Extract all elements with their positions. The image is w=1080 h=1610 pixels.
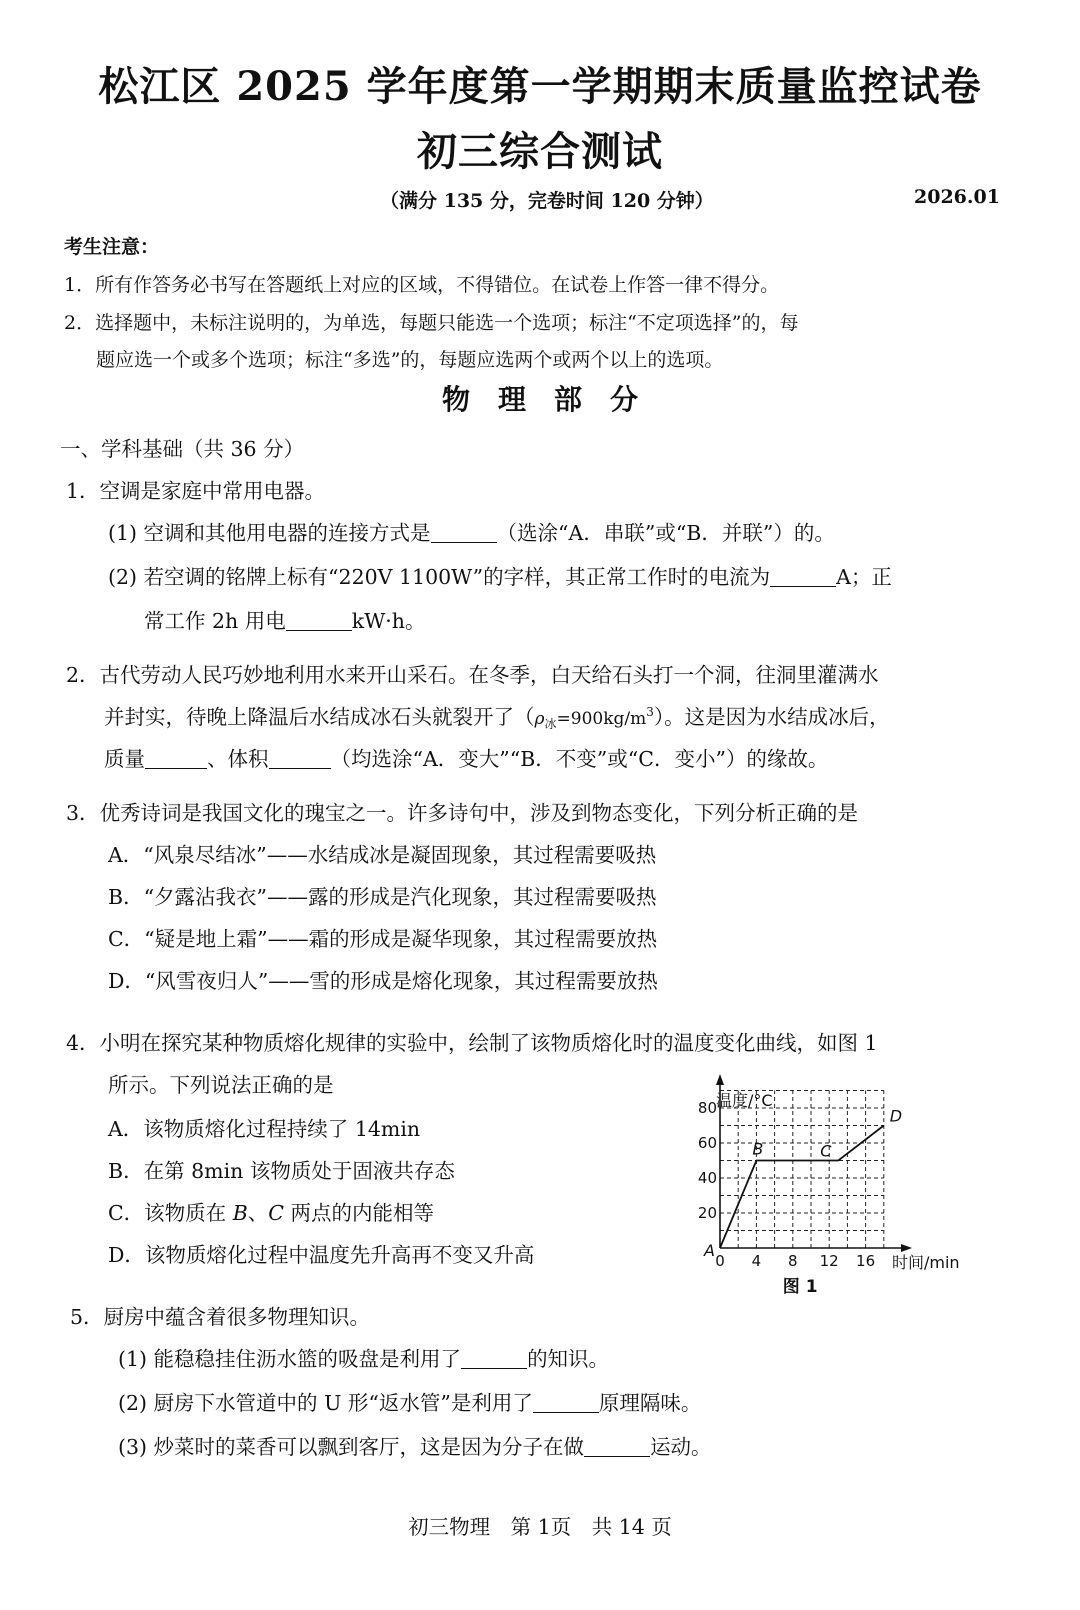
melting-curve-line	[720, 1126, 884, 1249]
q2-line3	[104, 742, 828, 772]
x-axis-label: 时间/min	[892, 1253, 960, 1272]
q2-line2-text-b: ）。这是因为水结成冰后，	[653, 705, 890, 729]
x-axis-arrow	[901, 1244, 912, 1252]
q3-option-c: C．“疑是地上霜”——霜的形成是凝华现象，其过程需要放热	[108, 927, 658, 951]
q4-option-a: A．该物质熔化过程持续了 14min	[108, 1117, 421, 1141]
x-tick-label: 4	[751, 1252, 762, 1270]
exam-title: 松江区 2025 学年度第一学期期末质量监控试卷	[98, 63, 982, 110]
x-tick-label: 0	[715, 1252, 725, 1270]
notice-item-1: 1．所有作答务必书写在答题纸上对应的区域，不得错位。在试卷上作答一律不得分。	[64, 274, 780, 296]
exam-subtitle: 初三综合测试	[417, 128, 663, 175]
q4-option-c-text-e: 两点的内能相等	[283, 1201, 434, 1225]
answer-blank	[770, 566, 836, 588]
q4-option-d: D．该物质熔化过程中温度先升高再不变又升高	[108, 1243, 535, 1267]
q2-line1: 2．古代劳动人民巧妙地利用水来开山采石。在冬季，白天给石头打一个洞，往洞里灌满水	[66, 663, 879, 687]
q5-part2-text-a: (2) 厨房下水管道中的 U 形“返水管”是利用了	[118, 1391, 533, 1415]
ice-density	[534, 705, 654, 731]
q1-part2-cont	[144, 604, 426, 634]
q5-stem: 5．厨房中蕴含着很多物理知识。	[70, 1305, 371, 1329]
point-label-d: D	[889, 1106, 903, 1126]
answer-blank	[145, 748, 207, 770]
q3-stem: 3．优秀诗词是我国文化的瑰宝之一。许多诗句中，涉及到物态变化，下列分析正确的是	[66, 801, 859, 825]
q5-part1-text-b: 的知识。	[527, 1347, 610, 1371]
q3-option-a: A．“风泉尽结冰”——水结成冰是凝固现象，其过程需要吸热	[108, 843, 657, 867]
q4-line1: 4．小明在探究某种物质熔化规律的实验中，绘制了该物质熔化时的温度变化曲线，如图 1	[66, 1031, 878, 1055]
answer-blank	[431, 522, 497, 544]
q5-part1	[118, 1342, 609, 1372]
q2-line3-text-b: 、体积	[207, 747, 269, 771]
point-b-ref: B	[232, 1201, 248, 1225]
x-tick-label: 8	[788, 1252, 798, 1270]
page-footer: 初三物理 第 1页 共 14 页	[408, 1515, 672, 1539]
q2-line3-text-c: （均选涂“A．变大”“B．不变”或“C．变小”）的缘故。	[330, 747, 829, 771]
y-axis-label: 温度/°C	[716, 1091, 773, 1110]
q2-line3-text-a: 质量	[104, 747, 145, 771]
q3-option-b: B．“夕露沾我衣”——露的形成是汽化现象，其过程需要吸热	[108, 885, 657, 909]
figure-caption: 图 1	[782, 1277, 818, 1297]
y-tick-label: 20	[697, 1204, 717, 1222]
chart-grid	[720, 1091, 884, 1249]
q5-part3-text-a: (3) 炒菜时的菜香可以飘到客厅，这是因为分子在做	[118, 1435, 585, 1459]
rho-subscript: 冰	[544, 717, 557, 731]
y-axis-arrow	[716, 1074, 724, 1085]
q2-line2	[104, 700, 890, 732]
score-time: （满分 135 分，完卷时间 120 分钟）	[380, 190, 714, 212]
notice-item-2b: 题应选一个或多个选项；标注“多选”的，每题应选两个或两个以上的选项。	[96, 349, 724, 371]
q4-option-c	[108, 1196, 434, 1226]
q1-part1-text-a: (1) 空调和其他用电器的连接方式是	[108, 521, 431, 545]
point-c-ref: C	[268, 1201, 284, 1225]
answer-blank	[461, 1348, 527, 1370]
y-tick-label: 80	[697, 1099, 717, 1117]
q5-part3-text-b: 运动。	[650, 1435, 712, 1459]
q4-option-c-text-a: C．该物质在	[108, 1201, 233, 1225]
q4-line2: 所示。下列说法正确的是	[108, 1073, 334, 1097]
answer-blank	[286, 610, 352, 632]
y-tick-label: 40	[697, 1169, 717, 1187]
melting-curve-chart	[697, 1090, 990, 1310]
answer-blank	[584, 1436, 650, 1458]
point-label-c: C	[820, 1141, 832, 1161]
answer-blank	[269, 748, 331, 770]
chart-series	[703, 1107, 902, 1261]
point-label-a: A	[704, 1241, 715, 1260]
q5-part2-text-b: 原理隔味。	[598, 1391, 702, 1415]
q1-part2-text-a: (2) 若空调的铭牌上标有“220V 1100W”的字样，其正常工作时的电流为	[108, 565, 771, 589]
q5-part3	[118, 1430, 712, 1460]
q5-part2	[118, 1386, 701, 1416]
x-tick-label: 16	[856, 1252, 876, 1270]
notice-heading: 考生注意：	[64, 236, 160, 258]
rho-exponent: 3	[646, 705, 654, 719]
q1-part2	[108, 560, 892, 590]
q1-part1-text-b: （选涂“A．串联”或“B．并联”）的。	[496, 521, 835, 545]
q1-part2-text-b: A；正	[836, 565, 892, 589]
rho-symbol: ρ	[534, 709, 545, 729]
q1-part2-text-c: 常工作 2h 用电	[144, 609, 286, 633]
y-tick-label: 60	[697, 1134, 717, 1152]
q5-part1-text-a: (1) 能稳稳挂住沥水篮的吸盘是利用了	[118, 1347, 462, 1371]
q2-line2-text-a: 并封实，待晚上降温后水结成冰石头就裂开了（	[104, 705, 535, 729]
notice-item-2a: 2．选择题中，未标注说明的，为单选，每题只能选一个选项；标注“不定项选择”的，每	[64, 312, 799, 334]
rho-value: =900kg/m	[556, 709, 647, 729]
answer-blank	[533, 1392, 599, 1414]
q1-part2-text-d: kW·h。	[351, 609, 426, 633]
q1-stem: 1．空调是家庭中常用电器。	[66, 479, 326, 503]
exam-date: 2026.01	[914, 186, 1000, 208]
x-tick-label: 12	[819, 1252, 839, 1270]
subject-heading: 物 理 部 分	[441, 383, 638, 416]
chart-ticks	[698, 1099, 875, 1270]
part-heading: 一、学科基础（共 36 分）	[60, 437, 305, 461]
point-label-b: B	[752, 1139, 764, 1159]
q4-option-b: B．在第 8min 该物质处于固液共存态	[108, 1159, 455, 1183]
q3-option-d: D．“风雪夜归人”——雪的形成是熔化现象，其过程需要放热	[108, 969, 658, 993]
q4-option-c-text-c: 、	[247, 1201, 269, 1225]
q1-part1	[108, 516, 835, 546]
